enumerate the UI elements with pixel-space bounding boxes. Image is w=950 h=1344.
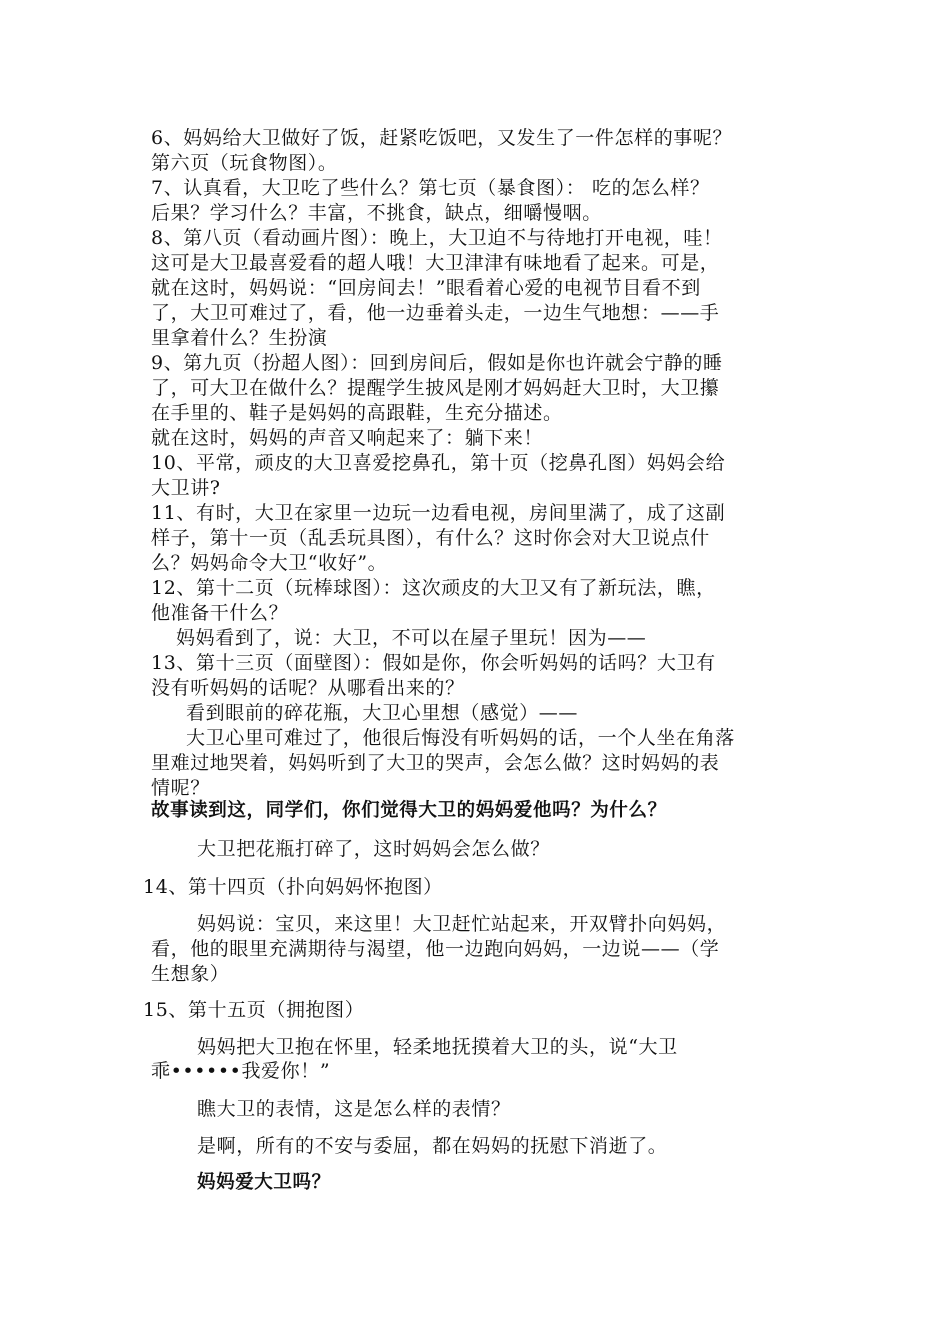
text-line: 妈妈说：宝贝，来这里！大卫赶忙站起来，开双臂扑向妈妈，	[197, 913, 727, 935]
text-line: 在手里的、鞋子是妈妈的高跟鞋，生充分描述。	[151, 402, 563, 424]
text-line: 第六页（玩食物图）。	[151, 152, 338, 174]
text-line: 了，大卫可难过了，看，他一边垂着头走，一边生气地想：——手	[151, 302, 720, 324]
text-line: 他准备干什么？	[151, 602, 289, 624]
text-line: 就在这时，妈妈的声音又响起来了：躺下来！	[151, 427, 544, 449]
section-heading: 15、第十五页（拥抱图）	[143, 999, 365, 1021]
text-line: 8、第八页（看动画片图）：晚上，大卫迫不与待地打开电视，哇！	[151, 227, 723, 249]
text-line: 7、认真看，大卫吃了些什么？第七页（暴食图）： 吃的怎么样？	[151, 177, 710, 199]
text-line: 情呢？	[151, 777, 210, 799]
text-line: 了，可大卫在做什么？提醒学生披风是刚才妈妈赶大卫时，大卫攥	[151, 377, 720, 399]
bold-question: 故事读到这，同学们，你们觉得大卫的妈妈爱他吗？为什么？	[151, 800, 667, 821]
text-line: 看到眼前的碎花瓶，大卫心里想（感觉）——	[186, 702, 579, 724]
text-line: 么？妈妈命令大卫“收好”。	[151, 552, 388, 574]
text-line: 6、妈妈给大卫做好了饭，赶紧吃饭吧，又发生了一件怎样的事呢？	[151, 127, 733, 149]
text-line: 这可是大卫最喜爱看的超人哦！大卫津津有味地看了起来。可是，	[151, 252, 720, 274]
bold-question: 妈妈爱大卫吗？	[197, 1172, 331, 1193]
text-line: 样子，第十一页（乱丢玩具图），有什么？这时你会对大卫说点什	[151, 527, 710, 549]
text-line: 12、第十二页（玩棒球图）：这次顽皮的大卫又有了新玩法，瞧，	[151, 577, 716, 599]
text-line: 妈妈把大卫抱在怀里，轻柔地抚摸着大卫的头，说“大卫	[197, 1036, 678, 1058]
text-line: 10、平常，顽皮的大卫喜爱挖鼻孔，第十页（挖鼻孔图）妈妈会给	[151, 452, 726, 474]
text-line: 乖••••••我爱你！”	[151, 1060, 331, 1082]
text-line: 瞧大卫的表情，这是怎么样的表情？	[197, 1098, 511, 1120]
text-line: 看，他的眼里充满期待与渴望，他一边跑向妈妈，一边说——（学	[151, 938, 720, 960]
text-line: 妈妈看到了，说：大卫，不可以在屋子里玩！因为——	[176, 627, 647, 649]
text-line: 没有听妈妈的话呢？从哪看出来的？	[151, 677, 465, 699]
text-line: 大卫讲?	[151, 477, 221, 499]
text-line: 里难过地哭着，妈妈听到了大卫的哭声，会怎么做？这时妈妈的表	[151, 752, 720, 774]
text-line: 9、第九页（扮超人图）：回到房间后，假如是你也许就会宁静的睡	[151, 352, 723, 374]
text-line: 里拿着什么？生扮演	[151, 327, 328, 349]
text-line: 大卫把花瓶打碎了，这时妈妈会怎么做？	[197, 838, 550, 860]
text-line: 后果？学习什么？丰富，不挑食，缺点，细嚼慢咽。	[151, 202, 602, 224]
text-line: 大卫心里可难过了，他很后悔没有听妈妈的话，一个人坐在角落	[186, 727, 735, 749]
text-line: 就在这时，妈妈说：“回房间去！”眼看着心爱的电视节目看不到	[151, 277, 701, 299]
text-line: 是啊，所有的不安与委屈，都在妈妈的抚慰下消逝了。	[197, 1135, 668, 1157]
text-line: 13、第十三页（面壁图）：假如是你，你会听妈妈的话吗？大卫有	[151, 652, 716, 674]
section-heading: 14、第十四页（扑向妈妈怀抱图）	[143, 876, 443, 898]
text-line: 11、有时，大卫在家里一边玩一边看电视，房间里满了，成了这副	[151, 502, 726, 524]
text-line: 生想象）	[151, 963, 230, 985]
